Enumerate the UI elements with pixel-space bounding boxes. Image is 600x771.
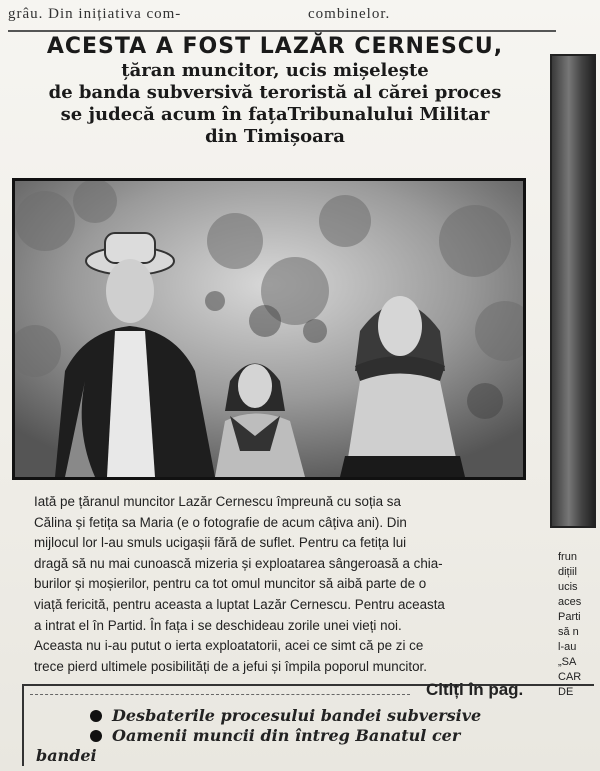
headline-line-3: de banda subversivă teroristă al cărei proces: [48, 82, 502, 103]
fragment: l-au: [558, 641, 577, 653]
headline-line-1: ACESTA A FOST LAZĂR CERNESCU,: [46, 34, 504, 59]
fragment: CAR: [558, 671, 582, 683]
top-divider: [8, 30, 556, 32]
fragment: Parti: [558, 611, 581, 623]
caption-line: Aceasta nu i-au putut o ierta exploatatorii, acei ce simt că pe zi ce: [34, 638, 424, 654]
top-strip-right: combinelor.: [308, 6, 391, 22]
photo-illustration: [15, 181, 523, 477]
fragment: să n: [558, 626, 579, 638]
caption-line: mijlocul lor l-au smuls ucigașii fără de suflet. Pentru ca fetița lui: [34, 535, 407, 551]
caption-line: viață fericită, pentru aceasta a luptat Lazăr Cernescu. Pentru aceasta: [34, 596, 445, 612]
family-photograph: [12, 178, 526, 480]
top-text-strip: [8, 2, 548, 28]
caption-line: Iată pe țăranul muncitor Lazăr Cernescu împreună cu soția sa: [34, 494, 401, 509]
bottom-item-1: [90, 706, 592, 725]
fragment: DE: [558, 686, 574, 698]
fragment: aces: [558, 596, 582, 608]
bottom-item-3: [36, 746, 236, 765]
top-strip-left: grâu. Din inițiativa com-: [8, 6, 182, 22]
citi-label: Citiți în pag.: [426, 680, 524, 699]
caption-line: dragă să nu mai cunoască mizeria și exploatarea sângeroasă a chia-: [34, 555, 443, 571]
caption-line: Călina și fetița sa Maria (e o fotografie de acum câțiva ani). Din: [34, 514, 407, 530]
headline: [10, 34, 540, 148]
bottom-item-2-text: Oamenii muncii din întreg Banatul cer: [112, 726, 461, 745]
fragment: dițiil: [558, 566, 577, 578]
adjacent-photo-strip: [550, 54, 596, 528]
bottom-item-2: [90, 726, 592, 745]
caption-line: burilor și moșierilor, pentru ca tot omul muncitor să aibă parte de o: [34, 576, 427, 592]
bottom-item-3-text: bandei: [36, 746, 97, 765]
headline-line-2: țăran muncitor, ucis mișelește: [121, 60, 429, 81]
bullet-dot-icon: [90, 730, 102, 742]
photo-caption: [34, 492, 524, 677]
adjacent-column: [546, 50, 600, 730]
headline-line-5: din Timișoara: [205, 126, 345, 147]
fragment: ucis: [558, 581, 578, 593]
fragment: frun: [558, 551, 577, 563]
adjacent-column-text: [558, 550, 600, 700]
fragment: „SA: [558, 656, 577, 668]
headline-line-4: se judecă acum în fațaTribunalului Militar: [60, 104, 490, 125]
caption-line: a intrat el în Partid. În fața i se deschideau zorile unei vieți noi.: [34, 617, 402, 633]
bullet-dot-icon: [90, 710, 102, 722]
caption-line: trece pierd ultimele posibilități de a jefui și împila poporul muncitor.: [34, 658, 427, 674]
bottom-item-1-text: Desbaterile procesului bandei subversive: [112, 706, 482, 725]
